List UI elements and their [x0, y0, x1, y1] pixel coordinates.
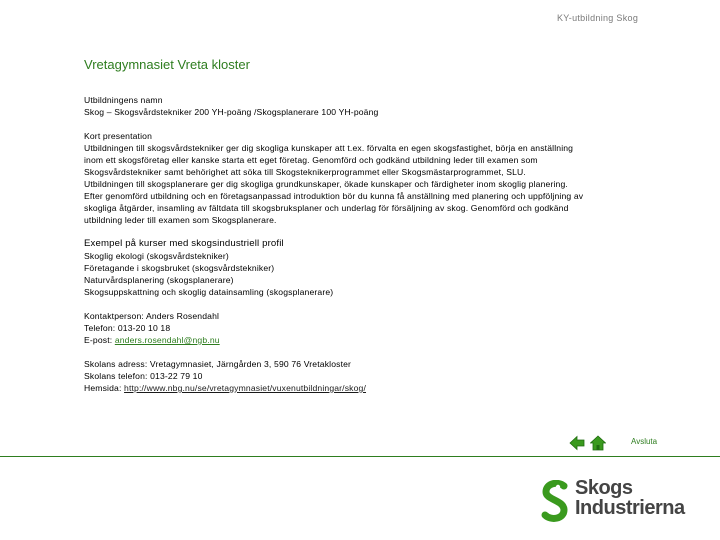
- presentation-line: Utbildningen till skogsvårdstekniker ger dig skogliga kunskaper att t.ex. förvalta en egen skogsfastighet, börja en anställning: [84, 143, 574, 153]
- school-address: Skolans adress: Vretagymnasiet, Järngården 3, 590 76 Vretakloster: [84, 359, 352, 369]
- section-heading: Kort presentation: [84, 131, 152, 141]
- home-icon: [590, 435, 606, 451]
- education-name-line: Skog – Skogsvårdstekniker 200 YH-poäng /Skogsplanerare 100 YH-poäng: [84, 107, 379, 117]
- presentation-line: utbildning leder till examen som Skogsplanerare.: [84, 215, 277, 225]
- website-link[interactable]: http://www.nbg.nu/se/vretagymnasiet/vuxenutbildningar/skog/: [124, 383, 367, 393]
- email-label: E-post:: [84, 335, 115, 345]
- presentation-line: Utbildningen till skogsplanerare ger dig skogliga grundkunskaper, ökade kunskaper och färdigheter inom skoglig planering.: [84, 179, 568, 189]
- footer-divider: [0, 456, 720, 457]
- presentation-line: Skogsvårdstekniker samt behörighet att söka till Skogsteknikerprogrammet eller Skogsmästarprogrammet, SLU.: [84, 167, 526, 177]
- section-heading: Exempel på kurser med skogsindustriell profil: [84, 238, 284, 249]
- content: [84, 94, 644, 406]
- section-presentation: [84, 130, 644, 226]
- website-label: Hemsida:: [84, 383, 125, 393]
- presentation-line: Efter genomförd utbildning och en företagsanpassad introduktion bör du kunna få anställning med planering och uppföljning av: [84, 191, 584, 201]
- skogsindustrierna-logo: [540, 478, 695, 524]
- logo-s-icon: [540, 480, 572, 524]
- course-item: Skogsuppskattning och skoglig datainsamling (skogsplanerare): [84, 287, 334, 297]
- presentation-line: inom ett skogsföretag eller kanske starta ett eget företag. Genomförd och godkänd utbildning leder till examen som: [84, 155, 538, 165]
- contact-email-row: [84, 334, 644, 346]
- contact-phone: Telefon: 013-20 10 18: [84, 323, 171, 333]
- back-button[interactable]: [569, 435, 585, 451]
- section-education-name: [84, 94, 644, 118]
- contact-person: Kontaktperson: Anders Rosendahl: [84, 311, 220, 321]
- logo-line1: Skogs: [575, 477, 633, 499]
- school-website-row: [84, 382, 644, 394]
- section-heading: Utbildningens namn: [84, 95, 163, 105]
- logo-line2: Industrierna: [575, 497, 685, 519]
- school-phone: Skolans telefon: 013-22 79 10: [84, 371, 203, 381]
- home-button[interactable]: [590, 435, 606, 451]
- logo-text: [575, 478, 685, 518]
- section-courses: [84, 238, 644, 298]
- header-label: KY-utbildning Skog: [557, 13, 639, 23]
- section-contact: [84, 310, 644, 346]
- exit-button[interactable]: Avsluta: [631, 437, 658, 446]
- course-item: Företagande i skogsbruket (skogsvårdstekniker): [84, 263, 275, 273]
- email-link[interactable]: anders.rosendahl@ngb.nu: [114, 335, 220, 345]
- course-item: Skoglig ekologi (skogsvårdstekniker): [84, 251, 229, 261]
- presentation-line: skogliga åtgärder, insamling av fältdata till skogsbruksplaner och underlag för försäljning av skog. Genomförd och godkänd: [84, 203, 569, 213]
- page-title: Vretagymnasiet Vreta kloster: [84, 57, 250, 72]
- course-item: Naturvårdsplanering (skogsplanerare): [84, 275, 234, 285]
- section-school: [84, 358, 644, 394]
- back-arrow-icon: [569, 435, 585, 451]
